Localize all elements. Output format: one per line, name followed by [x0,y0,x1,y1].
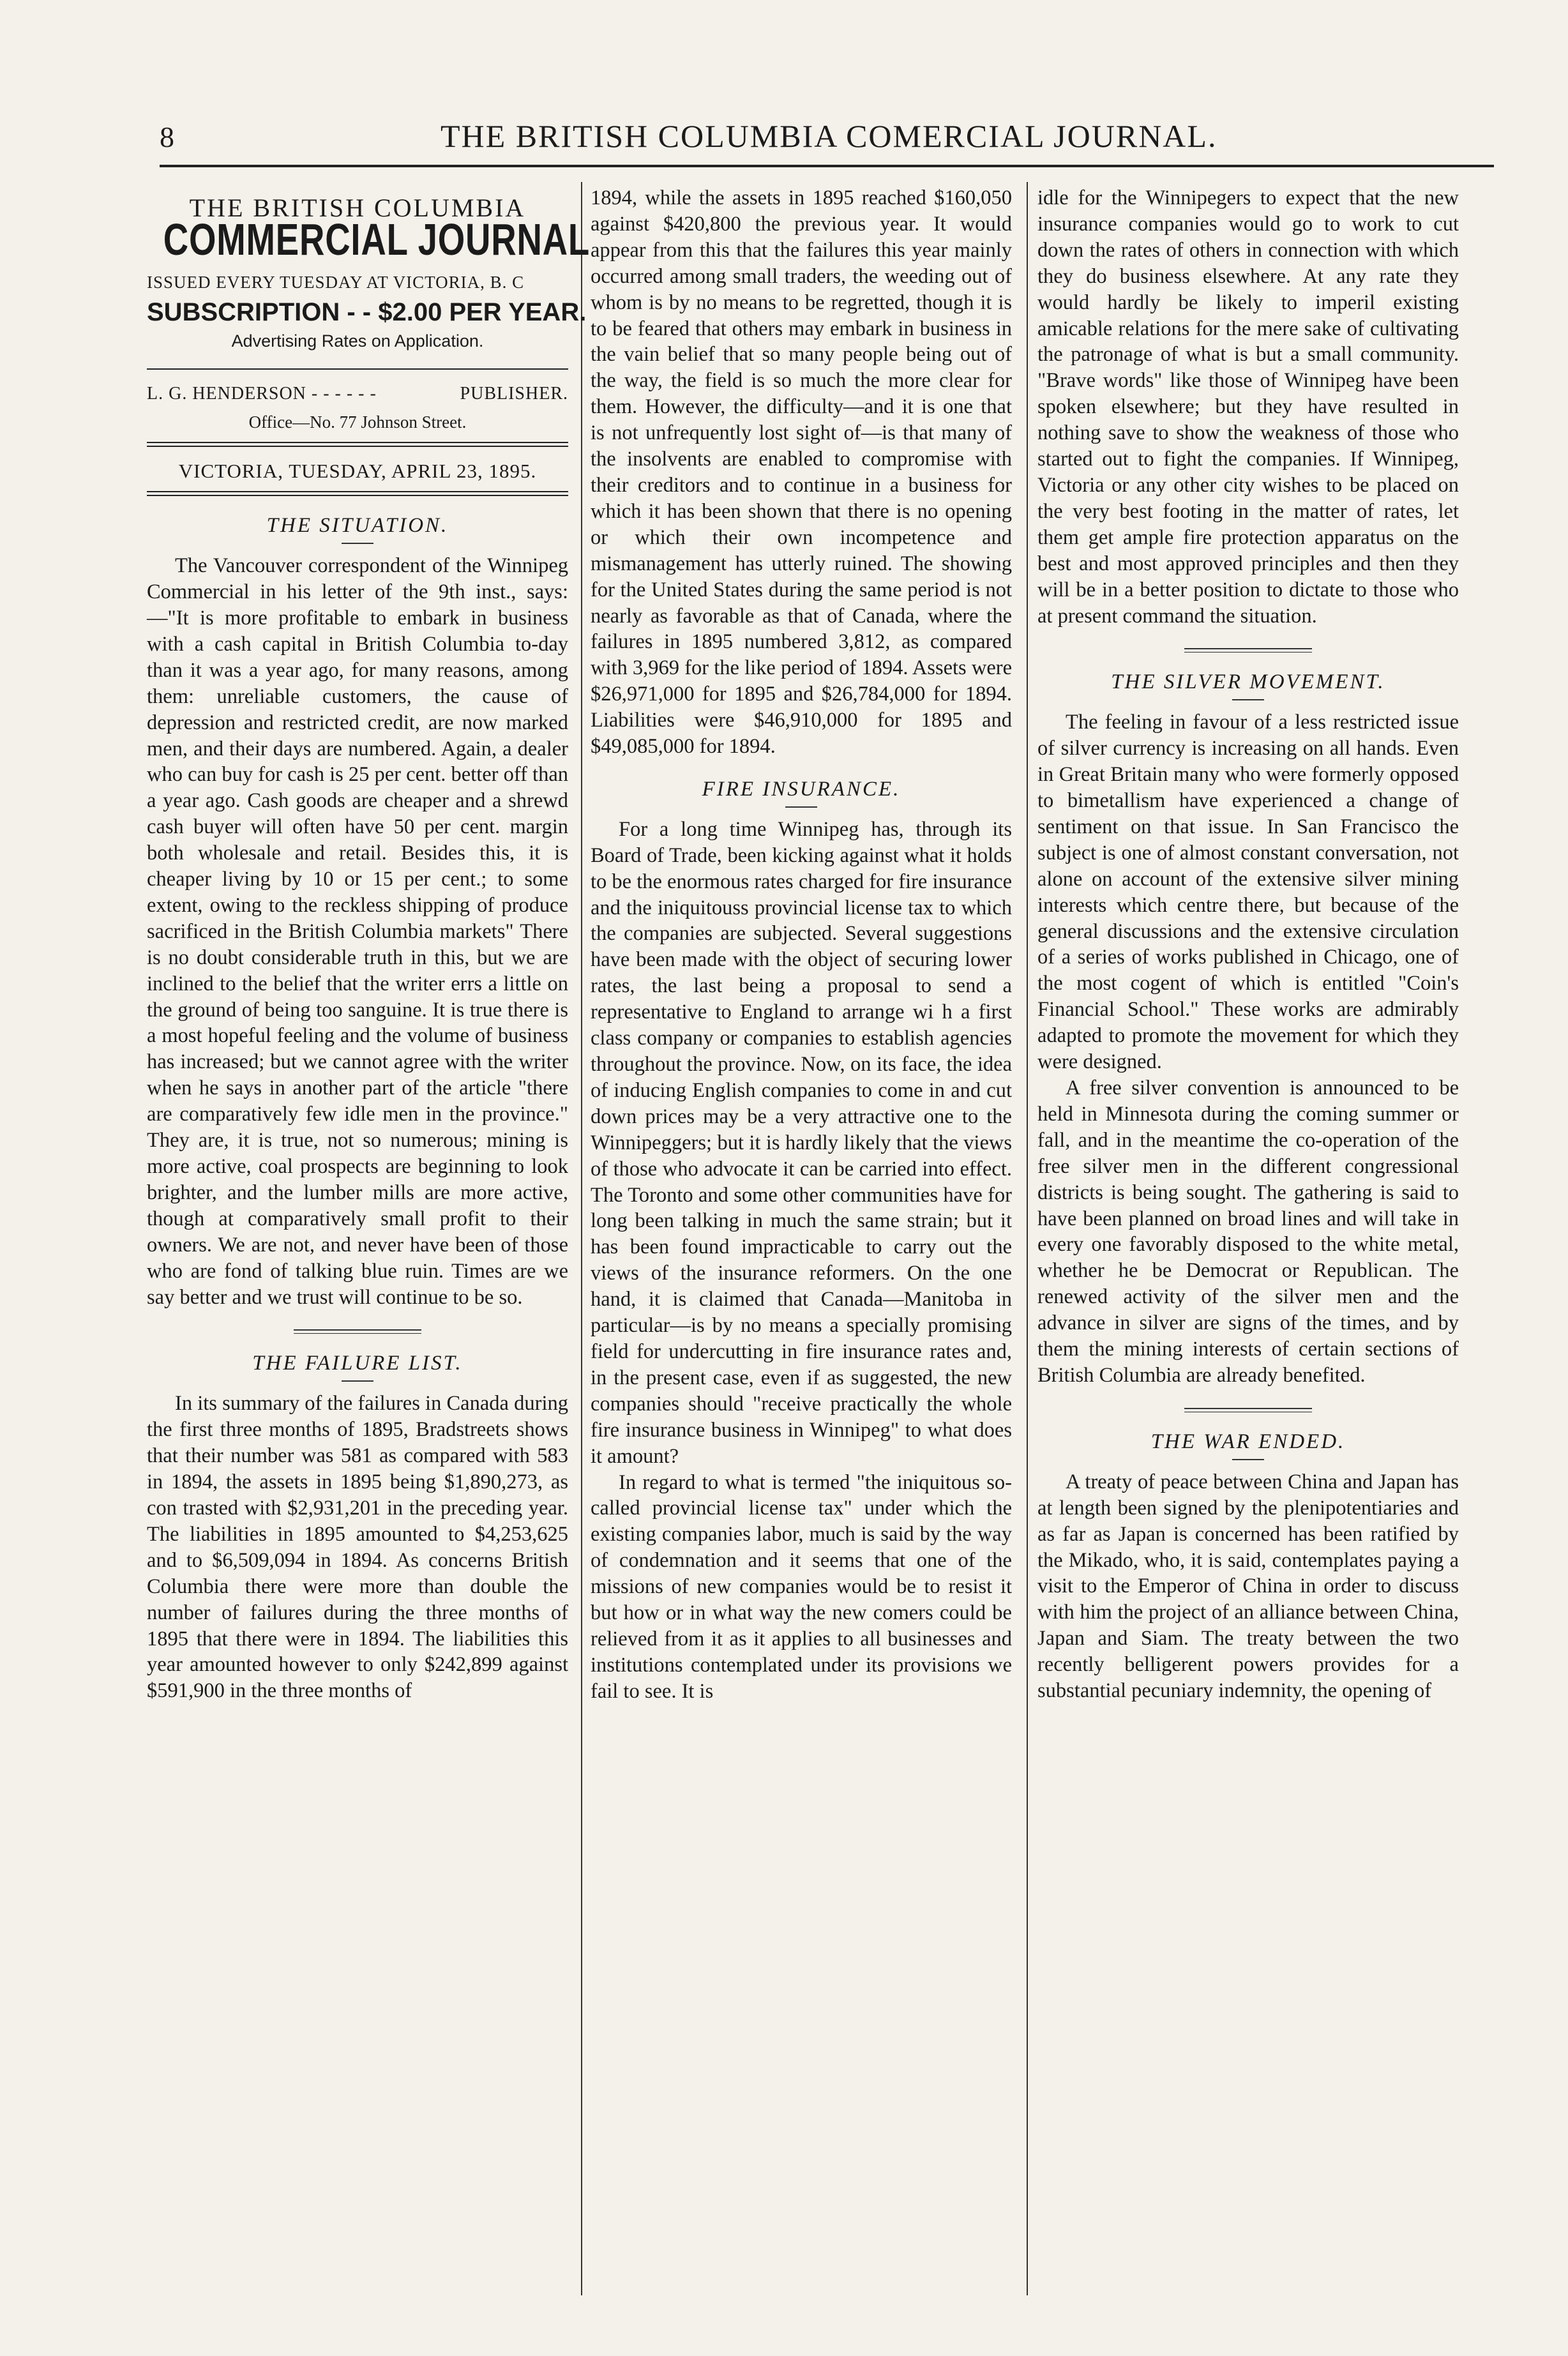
section-separator [1184,1408,1312,1412]
page-number: 8 [160,121,174,153]
masthead [147,193,591,496]
article-paragraph: For a long time Winnipeg has, through its Board of Trade, been kicking against what it holds to be the enormous rates charged for fire insurance and the iniquitouss provincial license tax to which the companies are subjected. Several suggestions have been made with the object of securing lower rates, the last being a proposal to send a representative to England to arrange wi h a first class company or companies to establish agencies throughout the province. Now, on its face, the idea of inducing English companies to come in and cut down prices may be a very attractive one to the Winnipeggers; but it is hardly likely that the views of those who advocate it can be carried into effect. The Toronto and some other communities have for long been talking in much the same strain; but it has been found impracticable to carry out the views of the insurance reformers. On the one hand, it is claimed that Canada—Manitoba in particular—is by no means a specially promising field for undercutting in fire insurance rates and, in the present case, even if as suggested, the new companies should "receive practically the whole fire insurance business in Winnipeg" to what does it amount? [591,817,1012,1468]
subscription-line: SUBSCRIPTION - - $2.00 PER YEAR. [147,298,587,326]
dateline: VICTORIA, TUESDAY, APRIL 23, 1895. [178,460,537,483]
masthead-line1: THE BRITISH COLUMBIA [189,193,526,222]
title-dash [1232,1459,1264,1460]
article-title-situation: THE SITUATION. [266,514,449,538]
section-separator [294,1329,421,1334]
newspaper-page [96,109,1494,2305]
title-dash [1232,699,1264,700]
article-title-fire: FIRE INSURANCE. [702,777,901,801]
article-title-failure: THE FAILURE LIST. [252,1352,463,1375]
office-address: Office—No. 77 Johnson Street. [248,412,467,432]
article-paragraph: idle for the Winnipegers to expect that the new insurance companies would go to work to cut down the rates of others in connection with which they do business elsewhere. At any rate they would hardly be likely to imperil existing amicable relations for the mere sake of cultivating the patronage of what is but a small community. "Brave words" like those of Winnipeg have been spoken elsewhere; but they have resulted in nothing save to show the weakness of those who started out to fight the companies. If Winnipeg, Victoria or any other city wishes to be placed on the very best footing in the matter of rates, let them get ample fire protection apparatus on the best and most approved principles and then they will be in a better position to dictate to those who at present command the situation. [1037,186,1459,628]
title-dash [785,806,817,808]
publisher-role: PUBLISHER. [460,383,568,404]
column-1 [147,185,591,1704]
article-paragraph: In regard to what is termed "the iniquitous so-called provincial license tax" under which the existing companies labor, much is said by the way of condemnation and it seems that one of the missions of new companies would be to resist it but how or in what way the new comers could be relieved from it as it applies to all businesses and institutions contemplated under its provisions we fail to see. It is [591,1470,1012,1703]
masthead-rule [147,368,568,370]
issued-line: ISSUED EVERY TUESDAY AT VICTORIA, B. C [147,272,525,292]
article-title-silver: THE SILVER MOVEMENT. [1111,670,1385,694]
column-divider [581,182,582,2295]
header-rule [160,165,1494,167]
article-paragraph: The feeling in favour of a less restricted issue of silver currency is increasing on all hands. Even in Great Britain many who were formerly opposed to bimetallism have experienced a change of sentiment on that issue. In San Francisco the subject is one of almost constant conversation, not alone on account of the extensive silver mining interests which centre there, but because of the general discussions and the extensive circulation of a series of works published in Chicago, one of the most cogent of which is entitled "Coin's Financial School." These works are admirably adapted to promote the movement for which they were designed. [1037,711,1459,1074]
section-separator [1184,648,1312,653]
masthead-title: COMMERCIAL JOURNAL [163,214,591,264]
article-paragraph: 1894, while the assets in 1895 reached $160,050 against $420,800 the previous year. It would appear from this that the failures this year mainly occurred among small traders, the weeding out of whom is by no means to be regretted, though it is to be feared that others may embark in business in the vain belief that so many people being out of the way, the field is so much the more clear for them. However, the difficulty—and it is one that is not unfrequently lost sight of—is that many of the insolvents are enabled to compromise with their creditors and to continue in a business for which it has been shown that there is no opening or which their own incompetence and mismanagement has utterly ruined. The showing for the United States during the same period is not nearly as favorable as that of Canada, where the failures in 1895 numbered 3,812, as compared with 3,969 for the like period of 1894. Assets were $26,971,000 for 1895 and $26,784,000 for 1894. Liabilities were $46,910,000 for 1895 and $49,085,000 for 1894. [591,186,1012,759]
article-paragraph: In its summary of the failures in Canada during the first three months of 1895, Bradstreets shows that their number was 581 as compared with 583 in 1894, the assets in 1895 being $1,890,273, as con trasted with $2,931,201 in the preceding year. The liabilities in 1895 amounted to $4,253,625 and to $6,509,094 in 1894. As concerns British Columbia there were more than double the number of failures during the three months of 1895 that there were in 1894. The liabilities this year amounted however to only $242,899 against $591,900 in the three months of [147,1392,568,1703]
page-header [96,109,1494,166]
title-dash [342,543,373,544]
article-paragraph: The Vancouver correspondent of the Winnipeg Commercial in his letter of the 9th inst., says: —"It is more profitable to embark in business with a cash capital in British Columbia to-day than it was a year ago, for many reasons, among them: unreliable customers, the cause of depression and restricted credit, are now marked men, and their days are numbered. Again, a dealer who can buy for cash is 25 per cent. better off than a year ago. Cash goods are cheaper and a shrewd cash buyer will often have 50 per cent. margin both wholesale and retail. Besides this, it is cheaper living by 10 or 15 per cent.; to some extent, owing to the reckless shipping of produce sacrificed in the British Columbia markets" There is no doubt considerable truth in this, but we are inclined to the belief that the writer errs a little on the ground of being too sanguine. It is true there is a most hopeful feeling and the volume of business has increased; but we cannot agree with the writer when he says in another part of the article "there are comparatively few idle men in the province." They are, it is true, not so numerous; mining is more active, coal prospects are beginning to look brighter, and the lumber mills are more active, though at comparatively small profit to their owners. We are not, and never have been of those who are fond of talking blue ruin. Times are we say better and we trust will continue to be so. [147,554,569,1309]
advertising-line: Advertising Rates on Application. [231,331,484,351]
article-paragraph: A treaty of peace between China and Japan has at length been signed by the plenipotentiaries and as far as Japan is concerned has been ratified by the Mikado, who, it is said, contemplates paying a visit to the Emperor of China in order to discuss with him the project of an alliance between China, Japan and Siam. The treaty between the two recently belligerent powers provides for a substantial pecuniary indemnity, the opening of [1037,1470,1459,1703]
title-dash [342,1380,373,1382]
column-2 [591,185,1012,1705]
publisher-line [147,381,568,407]
dateline-double-rule [147,491,568,496]
publisher-name: L. G. HENDERSON - - - - - - [147,383,377,404]
article-title-war: THE WAR ENDED. [1150,1430,1346,1453]
column-3 [1037,185,1459,1704]
column-divider [1027,182,1028,2295]
running-title: THE BRITISH COLUMBIA COMERCIAL JOURNAL. [441,118,1217,154]
masthead-double-rule [147,442,568,447]
article-paragraph: A free silver convention is announced to be held in Minnesota during the coming summer or fall, and in the meantime the co-operation of the free silver men in the different congressional districts is being sought. The gathering is said to have been planned on broad lines and will take in every one favorably disposed to the white metal, whether he be Democrat or Republican. The renewed activity of the silver men and the advance in silver are signs of the times, and by them the mining interests of certain sections of British Columbia are already benefited. [1037,1076,1459,1387]
